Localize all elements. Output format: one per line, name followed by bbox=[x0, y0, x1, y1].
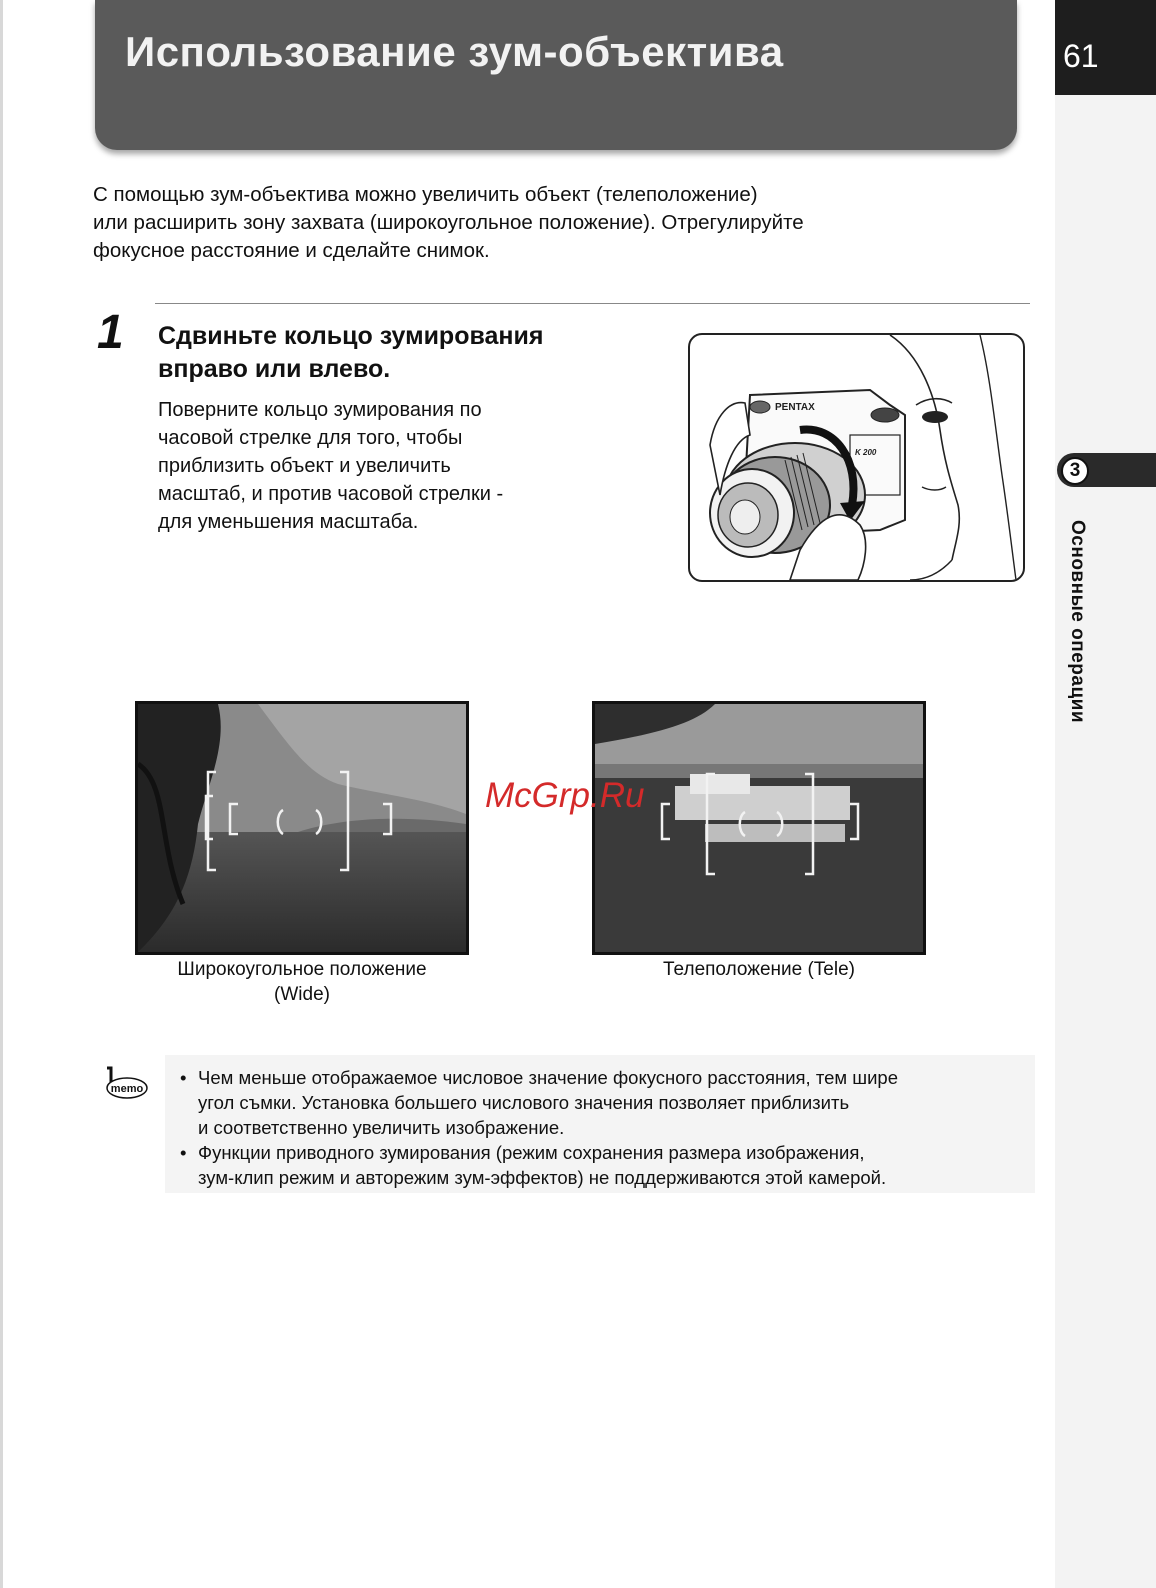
step-body-line: масштаб, и против часовой стрелки - bbox=[158, 483, 504, 505]
intro-line: фокусное расстояние и сделайте снимок. bbox=[93, 239, 490, 262]
step-body-line: часовой стрелке для того, чтобы bbox=[158, 427, 463, 449]
tele-photo-image bbox=[595, 704, 923, 952]
memo-item bbox=[178, 1065, 1028, 1140]
wide-photo-image bbox=[138, 704, 466, 952]
watermark: McGrp.Ru bbox=[485, 776, 645, 815]
step-body-line: Поверните кольцо зумирования по bbox=[158, 399, 482, 421]
memo-item-line: угол съмки. Установка большего числового значения позволяет приблизить bbox=[198, 1092, 850, 1113]
chapter-label: Основные операции bbox=[1067, 520, 1088, 724]
camera-drawing bbox=[690, 335, 1023, 580]
camera-brand: PENTAX bbox=[775, 402, 815, 413]
page-title: Использование зум-объектива bbox=[125, 28, 784, 75]
memo-item-line: • Функции приводного зумирования (режим сохранения размера изображения, bbox=[198, 1142, 865, 1163]
memo-icon-graphic bbox=[103, 1064, 149, 1102]
page-left-edge bbox=[0, 0, 3, 1588]
memo-icon bbox=[103, 1064, 149, 1107]
step-body bbox=[158, 396, 628, 536]
page-number: 61 bbox=[1063, 38, 1099, 74]
tele-caption: Телеположение (Tele) bbox=[663, 959, 855, 980]
wide-caption bbox=[135, 957, 469, 1007]
chapter-number: 3 bbox=[1061, 457, 1089, 485]
step-body-line: приблизить объект и увеличить bbox=[158, 455, 451, 477]
camera-model: K 200 bbox=[855, 448, 877, 457]
memo-item-line: зум-клип режим и авторежим зум-эффектов) не поддерживаются этой камерой. bbox=[198, 1167, 887, 1188]
intro-line: С помощью зум-объектива можно увеличить объект (телеположение) bbox=[93, 183, 758, 206]
memo-item bbox=[178, 1140, 1028, 1190]
side-tab bbox=[1055, 0, 1156, 1588]
memo-item-line: • Чем меньше отображаемое числовое значение фокусного расстояния, тем шире bbox=[198, 1067, 898, 1088]
photo-wide bbox=[135, 701, 469, 955]
intro-line: или расширить зону захвата (широкоугольное положение). Отрегулируйте bbox=[93, 211, 804, 234]
step-heading-line: вправо или влево. bbox=[158, 355, 391, 383]
step-heading bbox=[158, 320, 658, 386]
memo-icon-label: memo bbox=[110, 1083, 144, 1095]
wide-caption-line: Широкоугольное положение bbox=[177, 959, 427, 980]
camera-illustration bbox=[688, 333, 1025, 582]
step-body-line: для уменьшения масштаба. bbox=[158, 511, 419, 533]
wide-caption-line: (Wide) bbox=[274, 984, 330, 1005]
memo-list bbox=[178, 1065, 1028, 1190]
step-number: 1 bbox=[97, 306, 124, 359]
section-divider bbox=[155, 303, 1030, 304]
step-heading-line: Сдвиньте кольцо зумирования bbox=[158, 322, 544, 350]
intro-paragraph bbox=[93, 181, 973, 265]
photo-tele bbox=[592, 701, 926, 955]
memo-item-line: и соответственно увеличить изображение. bbox=[198, 1117, 565, 1138]
